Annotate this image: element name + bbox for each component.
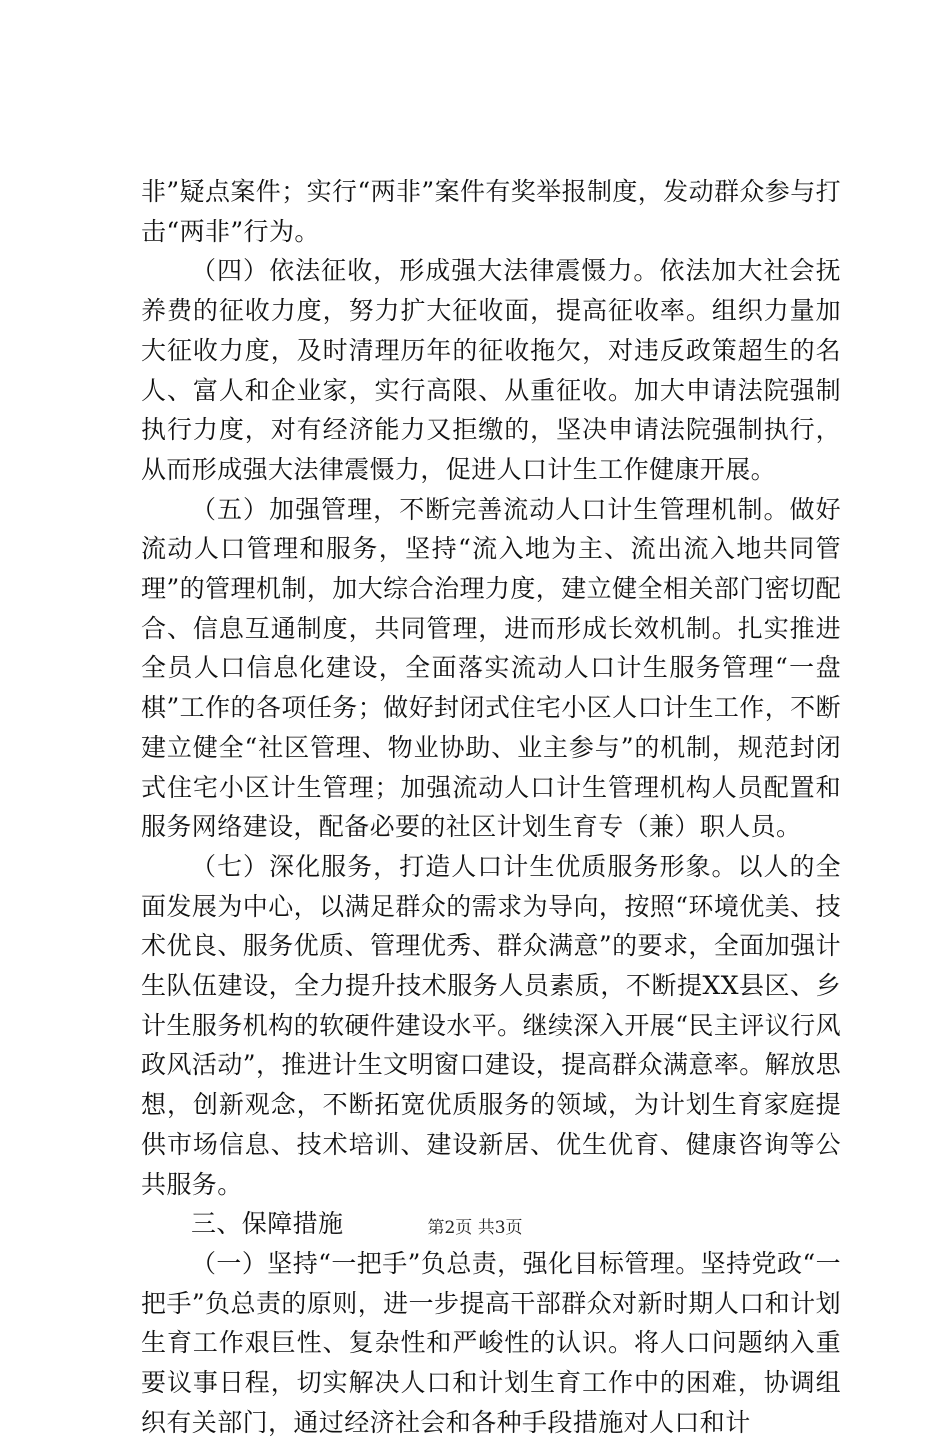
paragraph-section-7: （七）深化服务，打造人口计生优质服务形象。以人的全面发展为中心，以满足群众的需求为导向，按照“环境优美、技术优良、服务优质、管理优秀、群众满意”的要求，全面加强计生队伍建设，全力提升技术服务人员素质，不断提XX县区、乡计生服务机构的软硬件建设水平。继续深入开展“民主评议行风政风活动”，推进计生文明窗口建设，提高群众满意率。解放思想，创新观念，不断拓宽优质服务的领域，为计划生育家庭提供市场信息、技术培训、建设新居、优生优育、健康咨询等公共服务。 <box>141 851 841 1199</box>
paragraph-continuation: 非”疑点案件；实行“两非”案件有奖举报制度，发动群众参与打击“两非”行为。 <box>141 177 841 246</box>
document-body <box>141 172 841 1443</box>
paragraph-section-4: （四）依法征收，形成强大法律震慑力。依法加大社会抚养费的征收力度，努力扩大征收面，提高征收率。组织力量加大征收力度，及时清理历年的征收拖欠，对违反政策超生的名人、富人和企业家，实行高限、从重征收。加大申请法院强制执行力度，对有经济能力又拒缴的，坚决申请法院强制执行，从而形成强大法律震慑力，促进人口计生工作健康开展。 <box>141 256 841 484</box>
page-number-footer: 第2页 共3页 <box>427 1218 523 1238</box>
paragraph-safeguard-1: （一）坚持“一把手”负总责，强化目标管理。坚持党政“一把手”负总责的原则，进一步提高干部群众对新时期人口和计划生育工作艰巨性、复杂性和严峻性的认识。将人口问题纳入重要议事日程，切实解决人口和计划生育工作中的困难，协调组织有关部门，通过经济社会和各种手段措施对人口和计 <box>141 1248 841 1437</box>
paragraph-section-5: （五）加强管理，不断完善流动人口计生管理机制。做好流动人口管理和服务，坚持“流入地为主、流出流入地共同管理”的管理机制，加大综合治理力度，建立健全相关部门密切配合、信息互通制度，共同管理，进而形成长效机制。扎实推进全员人口信息化建设，全面落实流动人口计生服务管理“一盘棋”工作的各项任务；做好封闭式住宅小区人口计生工作，不断建立健全“社区管理、物业协助、业主参与”的机制，规范封闭式住宅小区计生管理；加强流动人口计生管理机构人员配置和服务网络建设，配备必要的社区计划生育专（兼）职人员。 <box>141 494 841 842</box>
section-heading-safeguards: 三、保障措施 <box>191 1209 344 1239</box>
